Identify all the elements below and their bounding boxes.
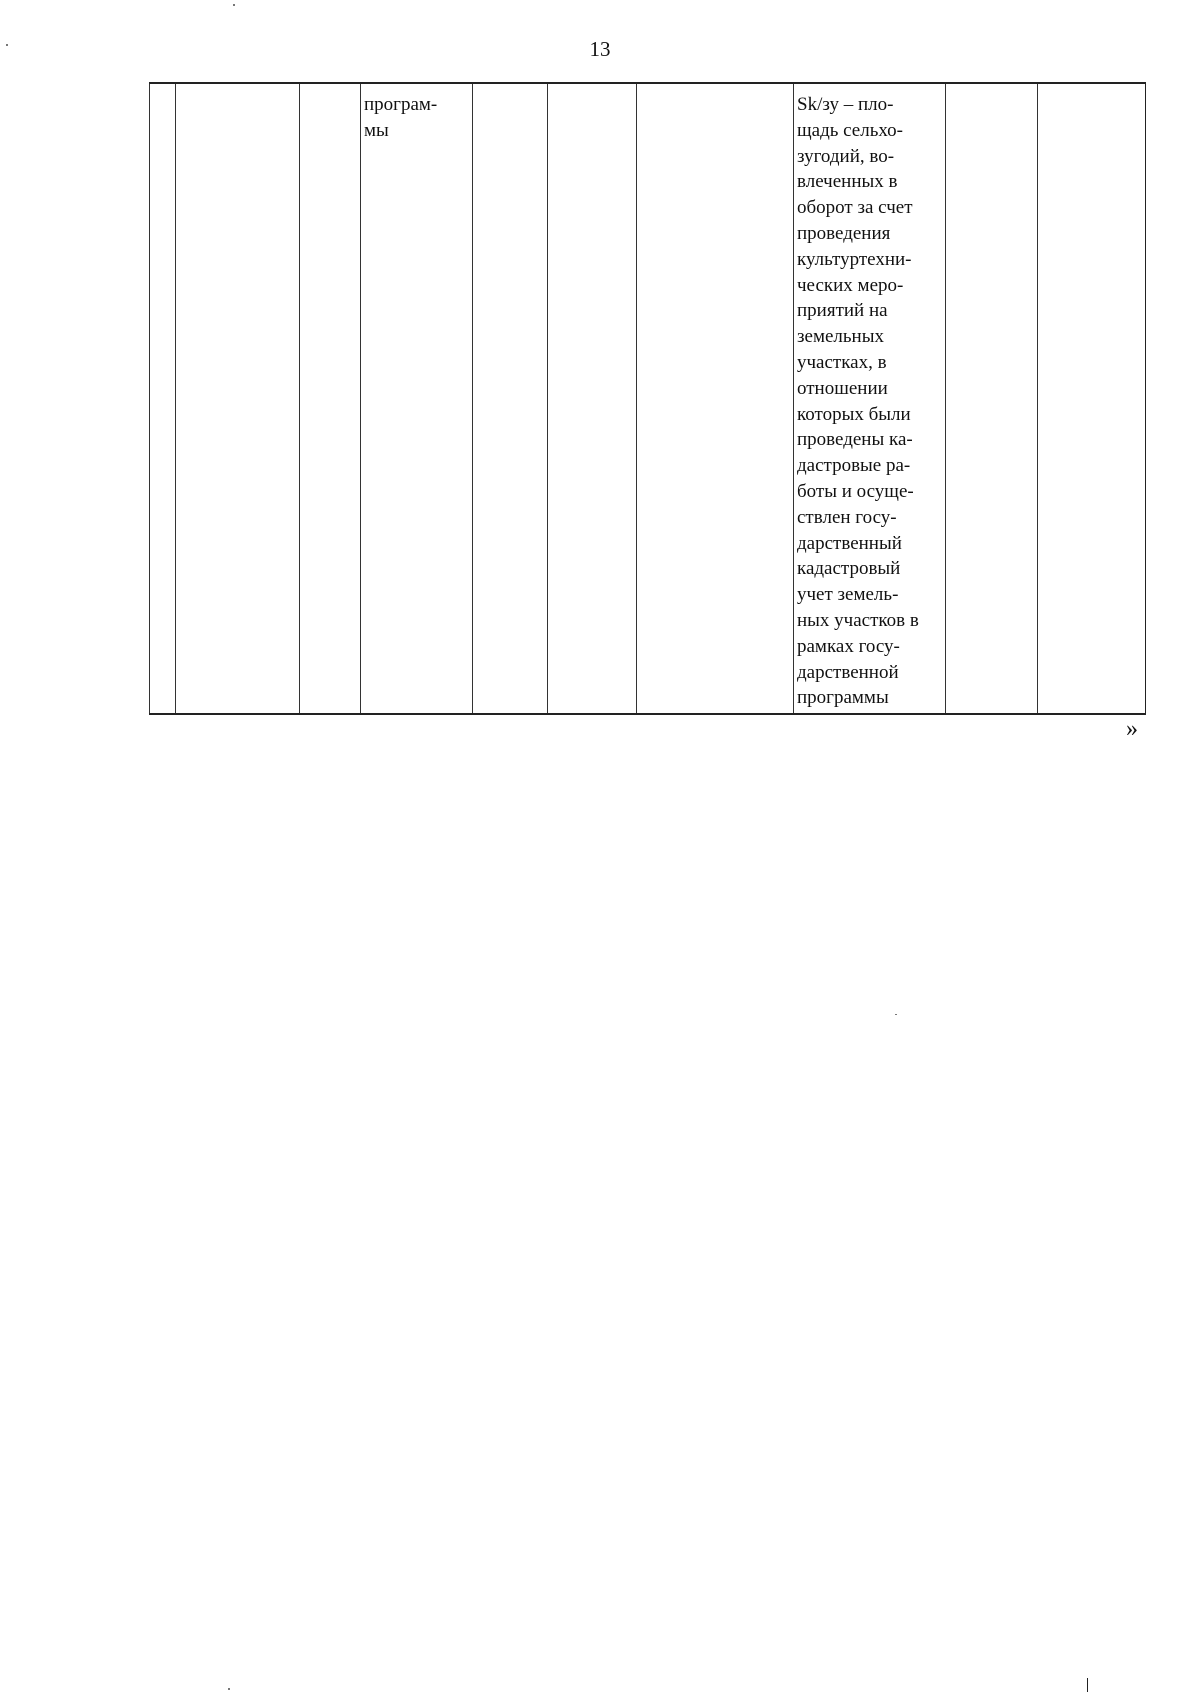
cell-text-line: боты и осуще-: [797, 480, 914, 502]
cell-text-line: мы: [364, 119, 389, 141]
cell-text-line: дарственный: [797, 532, 902, 554]
cell-text-line: проведения: [797, 222, 891, 244]
cell-text-line: зугодий, во-: [797, 145, 895, 167]
table-cell: [150, 83, 176, 714]
cell-text-line: программы: [797, 687, 889, 709]
cell-text-line: ствлен госу-: [797, 506, 897, 528]
cell-text-line: влеченных в: [797, 171, 898, 193]
table-cell: [1038, 83, 1146, 714]
cell-text-line: ных участков в: [797, 609, 919, 631]
table-cell-formula-description: [794, 83, 946, 714]
closing-quote-mark: »: [1126, 716, 1138, 742]
scan-speck: [228, 1688, 230, 1690]
scan-speck: [233, 4, 235, 6]
cell-text-line: програм-: [364, 94, 438, 115]
table-cell: [176, 83, 300, 714]
table-cell: [473, 83, 548, 714]
cell-text-line: щадь сельхо-: [797, 119, 903, 141]
continuation-table: [149, 82, 1146, 715]
table-cell-program: [361, 83, 473, 714]
cell-text-line: земельных: [797, 326, 884, 348]
table-cell: [548, 83, 637, 714]
scan-speck: [6, 44, 8, 46]
cell-text-line: ческих меро-: [797, 274, 904, 296]
cell-text-line: Sk/зу – пло-: [797, 94, 894, 115]
cell-text-line: культуртехни-: [797, 248, 912, 270]
table-cell: [946, 83, 1038, 714]
cell-text-line: рамках госу-: [797, 635, 900, 657]
cell-text-line: приятий на: [797, 300, 888, 322]
cell-text-line: проведены ка-: [797, 429, 913, 451]
scan-speck: [895, 1014, 897, 1015]
table-row: [150, 83, 1146, 714]
cell-text-line: отношении: [797, 377, 888, 399]
cell-text-line: дарственной: [797, 661, 899, 683]
cell-text-line: учет земель-: [797, 584, 899, 606]
cell-text-line: оборот за счет: [797, 197, 913, 219]
cell-text-line: кадастровый: [797, 558, 901, 580]
cell-text-line: дастровые ра-: [797, 455, 911, 477]
cell-text-line: которых были: [797, 403, 911, 425]
cell-text-line: участках, в: [797, 351, 887, 373]
table-cell: [637, 83, 794, 714]
table-cell: [300, 83, 361, 714]
page-number: 13: [589, 37, 611, 61]
scan-speck: [1087, 1678, 1088, 1692]
